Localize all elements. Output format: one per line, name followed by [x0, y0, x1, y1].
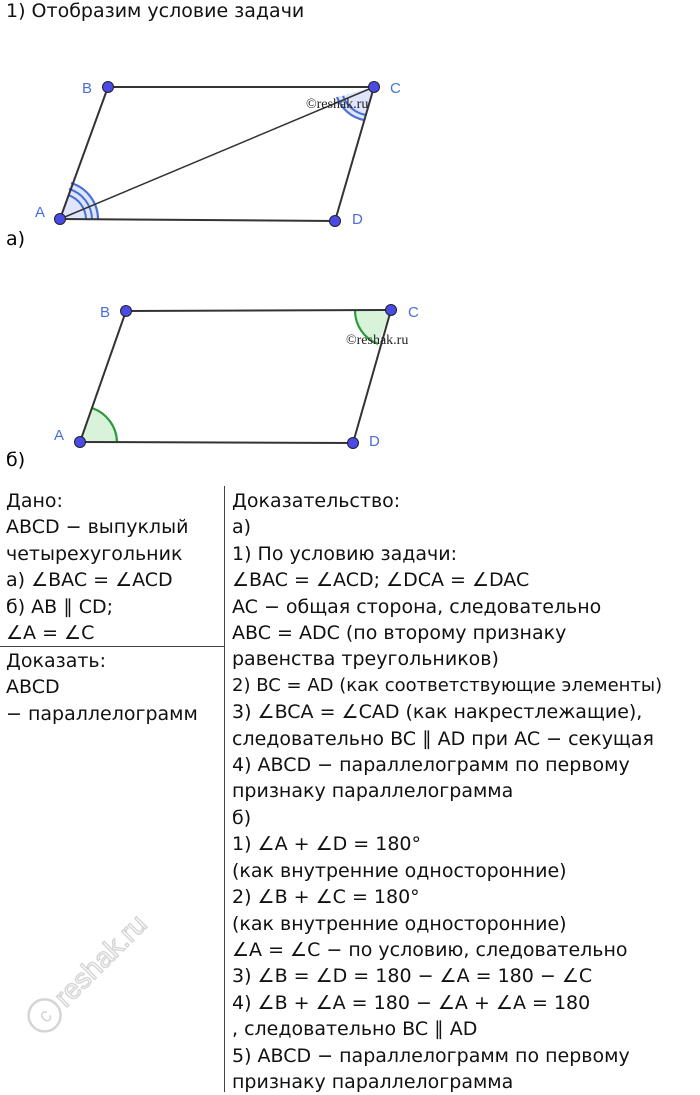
given-block [6, 488, 222, 646]
proof-line: 1) По условию задачи: [232, 542, 458, 565]
watermark-b: ©reshak.ru [346, 333, 409, 348]
proof-line: ∠BAC = ∠ACD; ∠DCA = ∠DAC [232, 569, 530, 592]
proof-line: 2) BC = AD (как соответствующие элементы) [232, 674, 663, 696]
label-c: C [390, 80, 401, 97]
watermark-text: reshak.ru [48, 908, 153, 1013]
reshak-watermark [10, 908, 153, 1050]
proof-line: а) [232, 516, 252, 539]
point-c [369, 82, 380, 93]
part-label-b: б) [6, 449, 26, 471]
side-da [80, 442, 353, 443]
label-a: A [54, 427, 65, 444]
column-divider [224, 486, 225, 1092]
label-c: C [408, 304, 419, 321]
given-line: четырехугольник [6, 542, 183, 565]
proof-title: Доказательство: [232, 490, 401, 512]
proof-line: признаку параллелограмма [232, 1070, 514, 1093]
label-a: A [35, 204, 46, 221]
point-b [121, 306, 132, 317]
point-a [55, 214, 66, 225]
given-line: ∠A = ∠C [6, 622, 95, 645]
figure-b [0, 260, 460, 480]
point-a [75, 437, 86, 448]
proof-line: признаку параллелограмма [232, 780, 514, 803]
proof-line: 4) ∠B + ∠A = 180 − ∠A + ∠A = 180 [232, 991, 591, 1014]
label-b: B [82, 80, 93, 97]
side-da [60, 219, 335, 221]
prove-title: Доказать: [6, 650, 107, 672]
figure-a [0, 0, 440, 250]
side-bc [126, 310, 391, 311]
proof-line: равенства треугольников) [232, 648, 499, 671]
page-heading: 1) Отобразим условие задачи [6, 0, 305, 22]
proof-line: (как внутренние односторонние) [232, 859, 567, 882]
part-label-a: а) [6, 228, 26, 250]
proof-line: следовательно BC ∥ AD при AC − секущая [232, 727, 654, 750]
prove-line: − параллелограмм [6, 702, 198, 725]
prove-line: ABCD [6, 676, 60, 699]
point-d [348, 438, 359, 449]
watermark-a: ©reshak.ru [306, 97, 369, 112]
proof-line: AC − общая сторона, следовательно [232, 595, 602, 618]
point-b [103, 82, 114, 93]
given-line: а) ∠BAC = ∠ACD [6, 569, 173, 592]
proof-line: ABC = ADC (по второму признаку [232, 622, 567, 645]
given-title: Дано: [6, 490, 63, 512]
given-line: ABCD − выпуклый [6, 516, 189, 539]
proof-line: 2) ∠B + ∠C = 180° [232, 886, 420, 909]
proof-line: 3) ∠B = ∠D = 180 − ∠A = 180 − ∠C [232, 965, 593, 988]
label-d: D [369, 433, 380, 450]
proof-line: б) [232, 806, 252, 829]
point-c [386, 305, 397, 316]
proof-line: (как внутренние односторонние) [232, 912, 567, 935]
proof-line: ∠A = ∠C − по условию, следовательно [232, 938, 628, 961]
proof-line: 5) ABCD − параллелограмм по первому [232, 1044, 630, 1067]
svg-text:c: c [33, 1004, 57, 1028]
prove-block [6, 648, 222, 727]
proof-line: 4) ABCD − параллелограмм по первому [232, 754, 630, 777]
label-d: D [352, 211, 363, 228]
given-line: б) AB ∥ CD; [6, 595, 114, 618]
label-b: B [100, 304, 111, 321]
proof-block [232, 488, 700, 1095]
proof-line: , следовательно BC ∥ AD [232, 1018, 478, 1041]
point-d [330, 216, 341, 227]
proof-line: 1) ∠A + ∠D = 180° [232, 833, 421, 856]
proof-line: 3) ∠BCA = ∠CAD (как накрестлежащие), [232, 701, 643, 724]
